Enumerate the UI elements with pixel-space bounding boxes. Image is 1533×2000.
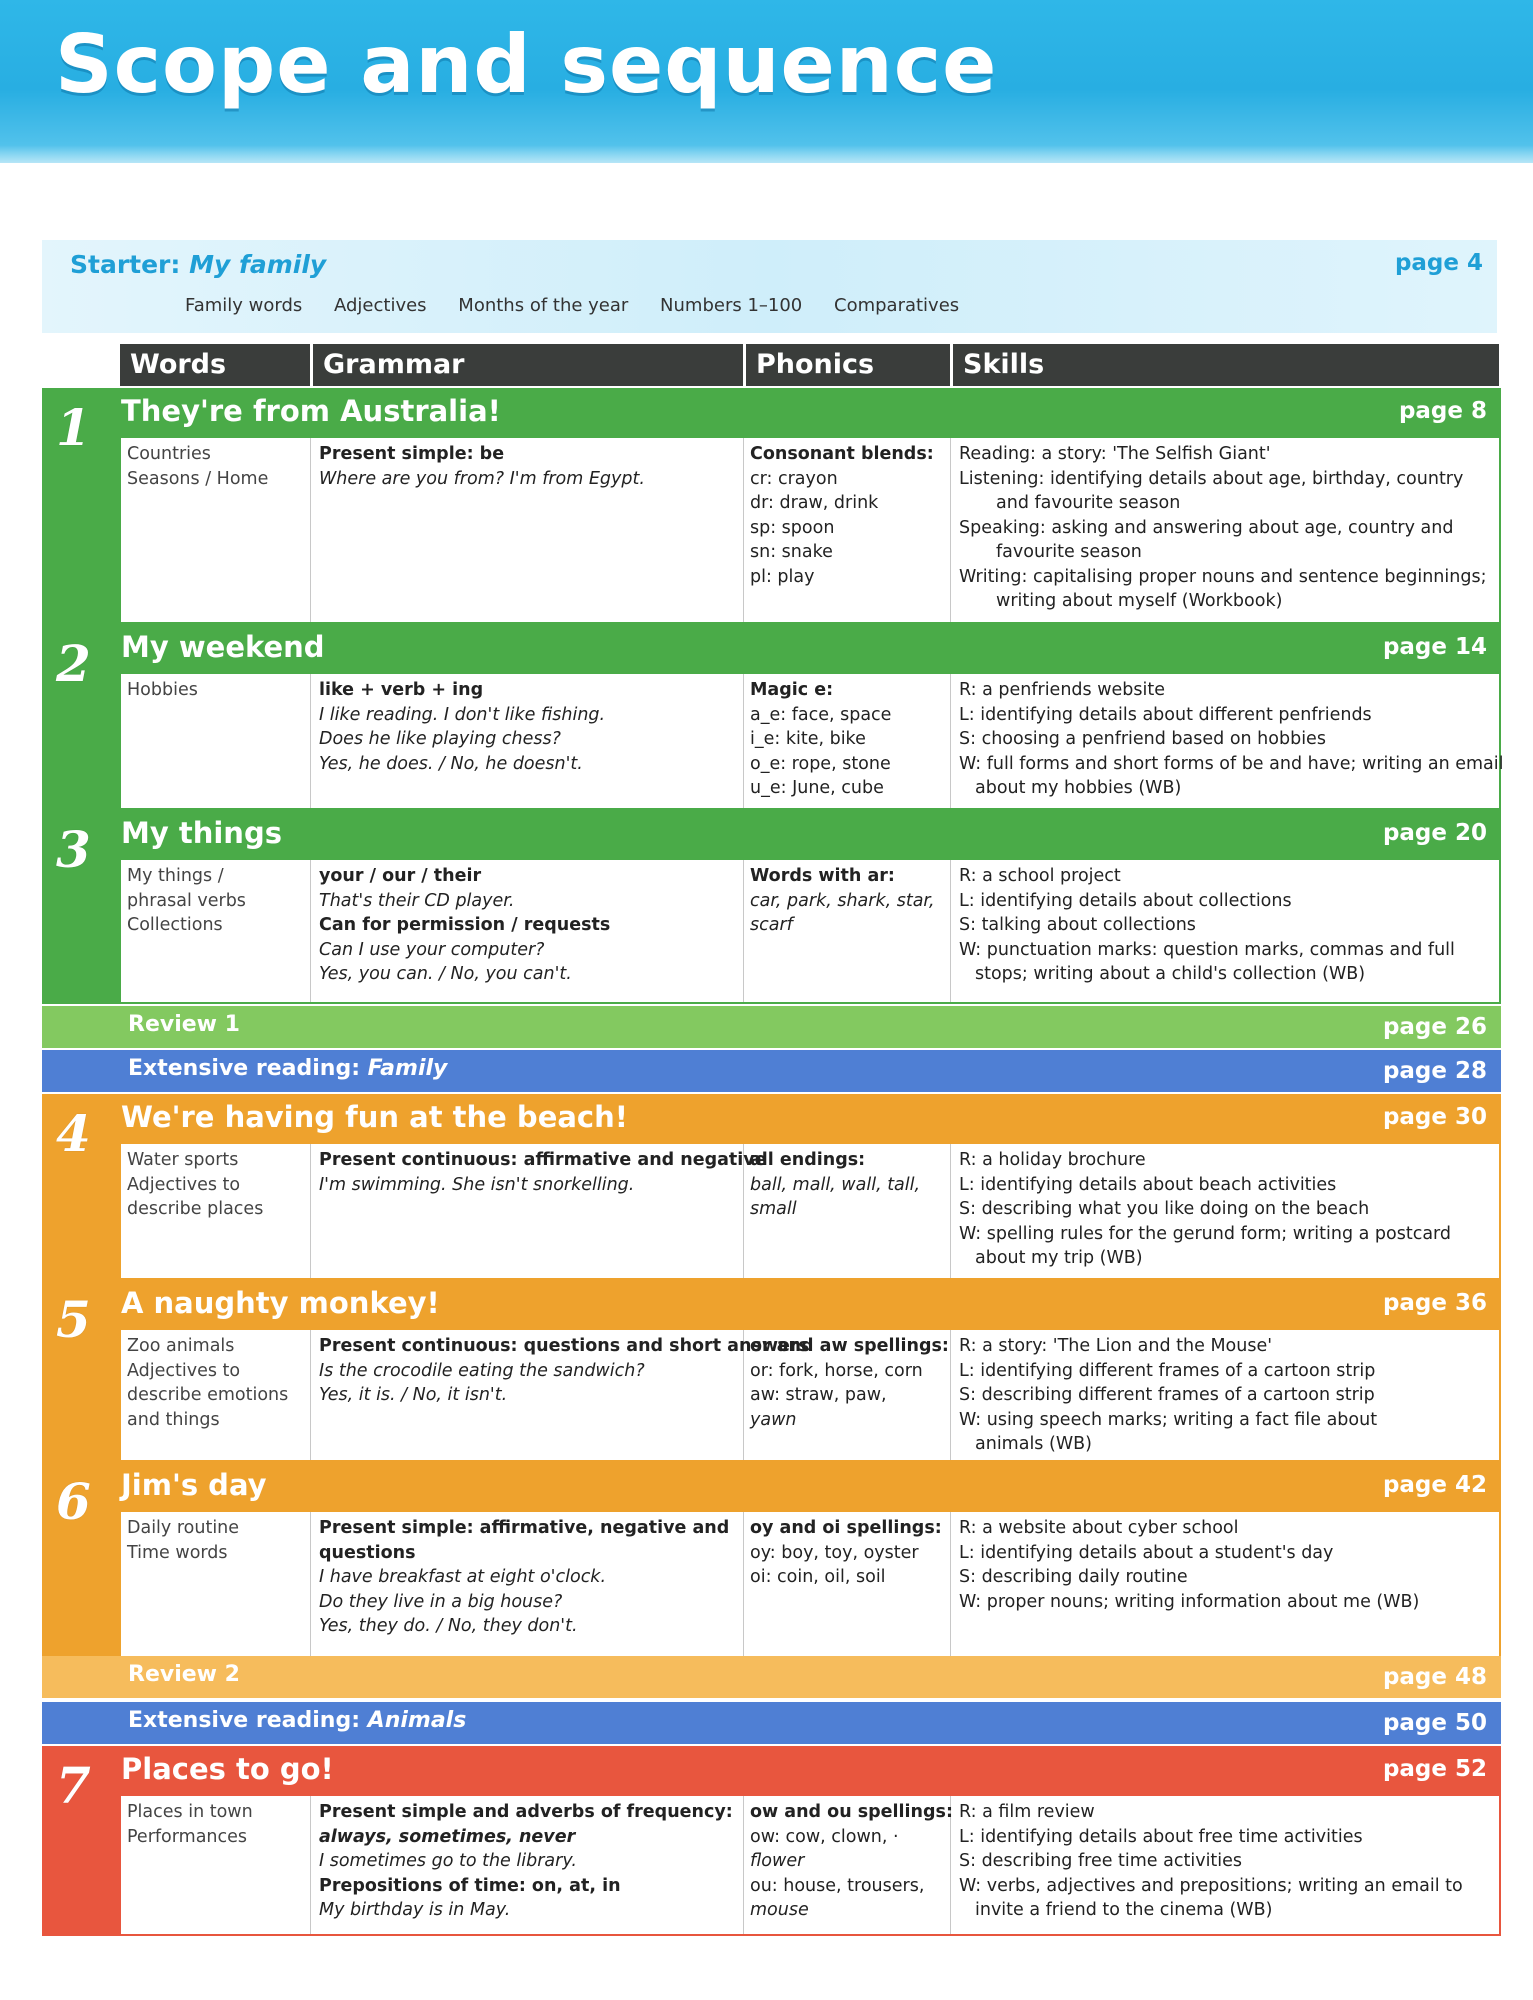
starter-topics: [185, 295, 985, 316]
skills-line: L: identifying details about collections: [959, 890, 1292, 911]
skills-line: Reading: a story: 'The Selfish Giant': [959, 444, 1271, 464]
phonics-line: oi: coin, oil, soil: [750, 1567, 886, 1587]
review-2-strip: [42, 1656, 1501, 1698]
unit-title: They're from Australia!: [121, 394, 501, 428]
starter-name: My family: [189, 250, 327, 279]
grammar-cell: [311, 674, 744, 808]
grammar-line: Is the crocodile eating the sandwich?: [319, 1360, 645, 1381]
grammar-line: Yes, you can. / No, you can't.: [319, 964, 572, 984]
skills-line: and favourite season: [996, 493, 1181, 513]
unit-body: [121, 1512, 1501, 1658]
skills-cell: [951, 1144, 1499, 1278]
skills-cell: [951, 860, 1499, 1002]
phonics-cell: [744, 1512, 951, 1656]
unit-body: [121, 674, 1504, 810]
phonics-line: all endings:: [750, 1150, 866, 1170]
grammar-line: like + verb + ing: [319, 680, 484, 700]
words-cell: [121, 1144, 311, 1278]
extensive-reading-1-strip: [42, 1050, 1501, 1092]
unit-title-bar: [121, 810, 1501, 860]
skills-line: L: identifying different frames of a cartoon strip: [959, 1360, 1376, 1381]
starter-topic: Comparatives: [834, 295, 960, 316]
word-item: Water sports: [127, 1150, 239, 1170]
grammar-line: My birthday is in May.: [319, 1900, 511, 1920]
phonics-line: a_e: face, space: [750, 704, 892, 725]
skills-line: S: describing what you like doing on the beach: [959, 1199, 1370, 1219]
skills-cell: [951, 1512, 1499, 1656]
unit-page: page 20: [1382, 820, 1487, 846]
unit-body: [121, 438, 1501, 624]
unit-title-bar: [121, 624, 1501, 674]
unit-title: My weekend: [121, 630, 325, 664]
grammar-line: questions: [319, 1542, 416, 1563]
phonics-line: Magic e:: [750, 680, 834, 700]
extensive-reading-label: Extensive reading:: [128, 1708, 360, 1733]
word-item: Adjectives to: [127, 1174, 241, 1195]
unit-title: Places to go!: [121, 1752, 334, 1786]
grammar-line: That's their CD player.: [319, 890, 515, 911]
skills-line: R: a school project: [959, 866, 1121, 886]
column-header-words: Words: [130, 349, 227, 380]
skills-line: L: identifying details about a student's day: [959, 1542, 1334, 1563]
grammar-cell: [311, 1144, 767, 1278]
starter-label: Starter:: [70, 250, 181, 279]
unit-title-bar: [121, 1462, 1501, 1512]
word-item: describe places: [127, 1199, 264, 1219]
unit-title: Jim's day: [121, 1468, 267, 1502]
phonics-line: or: fork, horse, corn: [750, 1360, 923, 1381]
phonics-line: ball, mall, wall, tall,: [750, 1174, 921, 1195]
phonics-line: Consonant blends:: [750, 444, 934, 464]
skills-line: W: using speech marks; writing a fact file about: [959, 1409, 1378, 1430]
column-header-skills: Skills: [950, 344, 1499, 386]
phonics-line: mouse: [750, 1900, 809, 1920]
skills-line: invite a friend to the cinema (WB): [975, 1900, 1273, 1920]
grammar-line: Can I use your computer?: [319, 939, 545, 960]
grammar-cell: [311, 860, 744, 1002]
phonics-cell: [744, 1330, 951, 1460]
starter-page: page 4: [1394, 250, 1483, 276]
starter-heading: [70, 250, 326, 279]
unit-number: 5: [56, 1290, 91, 1349]
skills-line: writing about myself (Workbook): [996, 591, 1283, 611]
phonics-cell: [744, 438, 951, 622]
word-item: Countries: [127, 444, 211, 464]
skills-line: about my trip (WB): [975, 1248, 1143, 1268]
skills-cell: [951, 1330, 1499, 1460]
starter-topic: Family words: [185, 295, 303, 316]
skills-line: R: a holiday brochure: [959, 1150, 1146, 1170]
skills-line: R: a film review: [959, 1802, 1095, 1822]
skills-line: W: proper nouns; writing information about me (WB): [959, 1591, 1420, 1612]
review-1-label: Review 1: [128, 1012, 240, 1037]
grammar-line: Can for permission / requests: [319, 915, 611, 935]
unit-title-bar: [121, 1280, 1501, 1330]
skills-line: animals (WB): [975, 1434, 1092, 1454]
word-item: Daily routine: [127, 1518, 240, 1538]
phonics-line: oy and oi spellings:: [750, 1518, 942, 1538]
skills-line: R: a penfriends website: [959, 680, 1165, 700]
word-item: Performances: [127, 1826, 248, 1847]
word-item: and things: [127, 1409, 220, 1430]
unit-number: 6: [56, 1472, 91, 1531]
title-banner: [0, 0, 1533, 163]
unit-body: [121, 1144, 1501, 1280]
grammar-line: Yes, they do. / No, they don't.: [319, 1616, 578, 1636]
unit-body: [121, 860, 1501, 1004]
phonics-line: Words with ar:: [750, 866, 895, 886]
unit-body: [121, 1330, 1501, 1462]
word-item: describe emotions: [127, 1385, 289, 1405]
skills-line: W: verbs, adjectives and prepositions; writing an email to: [959, 1875, 1463, 1896]
starter-topic: Months of the year: [458, 295, 629, 316]
skills-line: S: talking about collections: [959, 915, 1196, 935]
unit-title-bar: [121, 1094, 1501, 1144]
grammar-line: I'm swimming. She isn't snorkelling.: [319, 1174, 635, 1195]
words-cell: [121, 438, 311, 622]
phonics-line: aw: straw, paw,: [750, 1385, 887, 1405]
phonics-line: pl: play: [750, 566, 815, 587]
skills-line: S: describing different frames of a cartoon strip: [959, 1385, 1375, 1405]
starter-topic: Adjectives: [334, 295, 427, 316]
column-header-grammar: Grammar: [310, 344, 743, 386]
phonics-line: yawn: [750, 1409, 797, 1430]
unit-page: page 14: [1382, 634, 1487, 660]
skills-line: S: describing daily routine: [959, 1567, 1188, 1587]
grammar-cell: [311, 1796, 744, 1934]
word-item: Time words: [127, 1542, 228, 1563]
column-header-row: [120, 344, 1499, 386]
unit-5: [42, 1280, 1501, 1462]
unit-title-bar: [121, 388, 1501, 438]
extensive-reading-topic: Family: [367, 1056, 448, 1081]
word-item: Adjectives to: [127, 1360, 241, 1381]
grammar-line: Present continuous: questions and short answers: [319, 1336, 809, 1356]
unit-title: My things: [121, 816, 282, 850]
word-item: My things /: [127, 866, 224, 886]
extensive-reading-1-label: [128, 1056, 447, 1081]
grammar-line: Where are you from? I'm from Egypt.: [319, 468, 645, 489]
unit-number: 3: [56, 820, 91, 879]
grammar-line: Yes, it is. / No, it isn't.: [319, 1385, 508, 1405]
extensive-reading-2-page: page 50: [1382, 1710, 1487, 1736]
words-cell: [121, 1796, 311, 1934]
phonics-line: scarf: [750, 915, 793, 935]
skills-line: Listening: identifying details about age, birthday, country: [959, 468, 1464, 489]
grammar-line: Present simple: affirmative, negative and: [319, 1518, 730, 1538]
phonics-cell: [744, 674, 951, 808]
grammar-line: I sometimes go to the library.: [319, 1851, 577, 1871]
unit-page: page 52: [1382, 1756, 1487, 1782]
unit-2: [42, 624, 1504, 810]
grammar-line: Present simple: be: [319, 444, 505, 464]
unit-7: [42, 1746, 1501, 1936]
unit-title-bar: [121, 1746, 1501, 1796]
review-2-page: page 48: [1382, 1664, 1487, 1690]
unit-number: 2: [56, 634, 91, 693]
word-item: phrasal verbs: [127, 890, 246, 911]
phonics-line: ou: house, trousers,: [750, 1875, 925, 1896]
starter-row: [42, 240, 1497, 333]
phonics-line: i_e: kite, bike: [750, 729, 866, 749]
unit-6: [42, 1462, 1501, 1658]
unit-number: 1: [56, 398, 91, 457]
words-cell: [121, 860, 311, 1002]
review-2-label: Review 2: [128, 1662, 240, 1687]
grammar-line: always, sometimes, never: [319, 1826, 576, 1847]
phonics-cell: [744, 1796, 951, 1934]
skills-line: L: identifying details about free time activities: [959, 1826, 1363, 1847]
unit-title: A naughty monkey!: [121, 1286, 440, 1320]
unit-page: page 36: [1382, 1290, 1487, 1316]
skills-cell: [951, 674, 1504, 808]
phonics-line: o_e: rope, stone: [750, 753, 891, 774]
unit-number: 4: [56, 1104, 91, 1163]
unit-body: [121, 1796, 1501, 1936]
extensive-reading-label: Extensive reading:: [128, 1056, 360, 1081]
grammar-cell: [311, 438, 744, 622]
phonics-line: car, park, shark, star,: [750, 890, 935, 911]
page-title: Scope and sequence: [55, 18, 998, 111]
words-cell: [121, 1330, 311, 1460]
skills-line: S: describing free time activities: [959, 1851, 1243, 1871]
skills-line: S: choosing a penfriend based on hobbies: [959, 729, 1326, 749]
skills-line: W: full forms and short forms of be and have; writing an email: [959, 753, 1504, 774]
phonics-line: sp: spoon: [750, 517, 835, 538]
extensive-reading-2-strip: [42, 1702, 1501, 1744]
phonics-line: small: [750, 1199, 797, 1219]
word-item: Zoo animals: [127, 1336, 235, 1356]
word-item: Places in town: [127, 1802, 253, 1822]
extensive-reading-topic: Animals: [367, 1708, 467, 1733]
words-cell: [121, 674, 311, 808]
phonics-line: ow: cow, clown, ·: [750, 1826, 899, 1847]
skills-line: R: a story: 'The Lion and the Mouse': [959, 1336, 1273, 1356]
extensive-reading-2-label: [128, 1708, 466, 1733]
phonics-line: ow and ou spellings:: [750, 1802, 953, 1822]
grammar-line: Does he like playing chess?: [319, 729, 561, 749]
unit-page: page 30: [1382, 1104, 1487, 1130]
unit-3: [42, 810, 1501, 1004]
skills-line: W: spelling rules for the gerund form; writing a postcard: [959, 1223, 1452, 1244]
unit-page: page 8: [1398, 398, 1487, 424]
skills-line: Speaking: asking and answering about age, country and: [959, 517, 1454, 538]
skills-line: Writing: capitalising proper nouns and sentence beginnings;: [959, 566, 1487, 587]
starter-topic: Numbers 1–100: [660, 295, 803, 316]
phonics-line: cr: crayon: [750, 468, 838, 489]
grammar-line: Prepositions of time: on, at, in: [319, 1875, 621, 1896]
phonics-line: flower: [750, 1851, 805, 1871]
unit-number: 7: [56, 1756, 91, 1815]
grammar-cell: [311, 1512, 744, 1656]
skills-cell: [951, 1796, 1499, 1934]
phonics-cell: [744, 1144, 951, 1278]
skills-line: favourite season: [996, 542, 1142, 562]
words-cell: [121, 1512, 311, 1656]
column-header-phonics: Phonics: [743, 344, 950, 386]
word-item: Hobbies: [127, 680, 198, 700]
unit-page: page 42: [1382, 1472, 1487, 1498]
grammar-line: Do they live in a big house?: [319, 1591, 563, 1612]
phonics-cell: [744, 860, 951, 1002]
grammar-line: your / our / their: [319, 866, 482, 886]
grammar-line: Present continuous: affirmative and negative: [319, 1150, 767, 1170]
review-1-strip: [42, 1006, 1501, 1048]
extensive-reading-1-page: page 28: [1382, 1058, 1487, 1084]
grammar-line: Present simple and adverbs of frequency:: [319, 1802, 733, 1822]
phonics-line: oy: boy, toy, oyster: [750, 1542, 919, 1563]
word-item: Seasons / Home: [127, 468, 269, 489]
skills-line: L: identifying details about beach activities: [959, 1174, 1337, 1195]
unit-4: [42, 1094, 1501, 1280]
skills-line: L: identifying details about different penfriends: [959, 704, 1372, 725]
word-item: Collections: [127, 915, 223, 935]
grammar-line: Yes, he does. / No, he doesn't.: [319, 753, 583, 774]
skills-line: stops; writing about a child's collection (WB): [975, 964, 1366, 984]
review-1-page: page 26: [1382, 1014, 1487, 1040]
skills-line: about my hobbies (WB): [975, 778, 1182, 798]
skills-cell: [951, 438, 1499, 622]
phonics-line: sn: snake: [750, 542, 833, 562]
grammar-line: I like reading. I don't like fishing.: [319, 704, 606, 725]
grammar-line: I have breakfast at eight o'clock.: [319, 1567, 607, 1587]
unit-1: [42, 388, 1501, 624]
skills-line: W: punctuation marks: question marks, commas and full: [959, 939, 1455, 960]
unit-title: We're having fun at the beach!: [121, 1100, 628, 1134]
phonics-line: or and aw spellings:: [750, 1336, 949, 1356]
phonics-line: dr: draw, drink: [750, 493, 879, 513]
skills-line: R: a website about cyber school: [959, 1518, 1239, 1538]
phonics-line: u_e: June, cube: [750, 778, 884, 798]
